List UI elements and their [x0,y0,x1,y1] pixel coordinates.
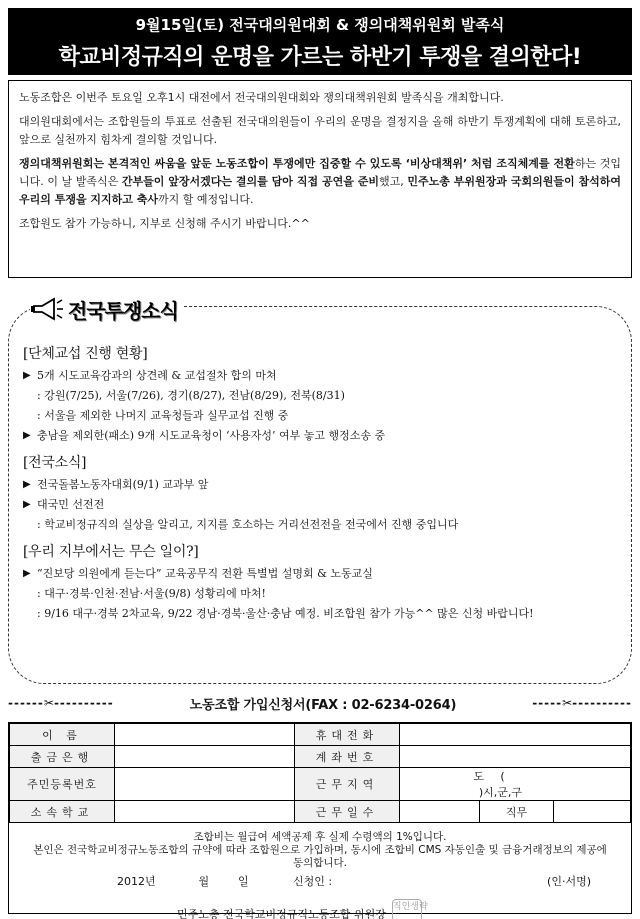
name-field[interactable] [115,724,295,746]
name-label: 이 름 [10,724,115,746]
region-do: 도 [473,770,484,783]
scissors-icon: ✂ [562,696,573,710]
cut-dashes [8,696,114,710]
list-item [23,426,613,446]
list-subitem: : 서울을 제외한 나머지 교육청들과 실무교섭 진행 중 [37,409,289,422]
year-label: 2012년 [117,875,156,888]
month-label: 월 [198,875,210,888]
bullet-icon: ▶ [23,499,31,510]
bullet-icon: ▶ [23,370,31,381]
dash: ------ [8,696,44,710]
list-item-text: 전국돌봄노동자대회(9/1) 교과부 앞 [37,478,209,491]
table-row [10,724,631,746]
bullet-icon: ▶ [23,568,31,579]
school-field[interactable] [115,801,295,823]
date-line [9,870,631,889]
work-region-label: 근무지역 [295,768,400,801]
phone-label: 휴대전화 [295,724,400,746]
page-header [8,8,632,75]
intro-text-2: 했고, [379,175,408,188]
list-item-text: “진보당 의원에게 듣는다” 교육공무직 전환 특별법 설명회 & 노동교실 [37,567,373,580]
intro-paragraph-2: 대의원대회에서는 조합원들의 투표로 선출된 전국대의원들이 우리의 운명을 결정지을 올해 하반기 투쟁계획에 대해 토론하고, 앞으로 실천까지 힘차게 결의할 것입니다. [19,115,621,146]
form-title: 노동조합 가입신청서(FAX : 02-6234-0264) [189,697,457,713]
header-event-line: 9월15일(토) 전국대의원대회 & 쟁의대책위원회 발족식 [135,16,505,34]
consent-notice: 본인은 전국학교비정규노동조합의 규약에 따라 조합원으로 가입하며, 동시에 조합비 CMS 자동인출 및 금융거래정보의 제공에 동의합니다. [33,844,607,869]
news-box [8,306,632,684]
day-label: 일 [237,875,249,888]
list-subitem: : 학교비정규직의 실상을 알리고, 지지를 호소하는 거리선전전을 전국에서 진행 중입니다 [37,518,459,531]
intro-bold-1: 쟁의대책위원회는 본격적인 싸움을 앞둔 노동조합이 투쟁에만 집중할 수 있도록 ‘비상대책위’ 처럼 조직체계를 전환 [19,157,575,170]
section-title: [우리 지부에서는 무슨 일이?] [23,544,199,560]
addressee-line [9,889,631,919]
intro-box [8,80,632,278]
list-subitem: : 대구·경북·인천·전남·서울(9/8) 성황리에 마쳐! [37,587,266,600]
date-field[interactable] [117,873,332,889]
section-branch-news [23,541,613,624]
header-headline: 학교비정규직의 운명을 가르는 하반기 투쟁을 결의한다! [58,45,582,70]
list-item-text: 충남을 제외한(패소) 9개 시도교육청이 ‘사용자성’ 여부 놓고 행정소송 중 [37,429,386,442]
job-label: 직무 [480,801,554,823]
bank-field[interactable] [115,746,295,768]
resident-number-field[interactable] [115,768,295,801]
intro-text-3: 까지 할 예정입니다. [158,193,254,206]
form-table [9,723,631,823]
banner-title: 전국투쟁소식 [68,298,178,323]
account-label: 계좌번호 [295,746,400,768]
intro-text-1: 하는 것입니다. 이 날 발족식은 [19,157,621,188]
list-item [23,564,613,584]
bullet-icon: ▶ [23,479,31,490]
stamp-omitted: 직인생략 [392,899,422,919]
membership-form [8,722,632,919]
intro-paragraph-4: 조합원도 참가 가능하니, 지부로 신청해 주시기 바랍니다.^^ [19,217,310,230]
list-item-text: 대국민 선전전 [37,498,105,511]
section-title: [단체교섭 진행 현황] [23,346,148,362]
job-field[interactable] [554,801,631,823]
scissors-icon: ✂ [43,696,54,710]
bank-label: 출금은행 [10,746,115,768]
resident-number-label: 주민등록번호 [10,768,115,801]
school-label: 소속학교 [10,801,115,823]
dash: ---------- [572,696,632,710]
region-paren: ( [500,770,505,783]
account-field[interactable] [400,746,631,768]
cut-dashes [532,696,632,710]
table-row [10,746,631,768]
section-title: [전국소식] [23,455,87,471]
bullet-icon: ▶ [23,430,31,441]
phone-field[interactable] [400,724,631,746]
dash: ---------- [53,696,114,710]
megaphone-icon [30,297,64,321]
list-item-text: 5개 시도교육감과의 상견례 & 교섭절차 합의 마쳐 [37,369,277,382]
addressee: 민주노총 전국학교비정규직노동조합 위원장 [177,908,386,919]
list-item [23,366,613,386]
work-days-field[interactable] [400,801,480,823]
list-item [23,495,613,515]
table-row [10,801,631,823]
dues-notice: 조합비는 월급여 세액공제 후 실제 수령액의 1%입니다. [193,831,447,843]
list-subitem: : 강원(7/25), 서울(7/26), 경기(8/27), 전남(8/29), 전북(8/31) [37,389,345,402]
seal-field[interactable]: (인·서명) [547,875,591,888]
work-days-label: 근무일수 [295,801,400,823]
section-national-news [23,452,613,535]
cut-line [8,692,632,714]
work-region-field[interactable] [400,768,631,801]
list-subitem: : 9/16 대구·경북 2차교육, 9/22 경남·경북·울산·충남 예정. 비조합원 참가 가능^^ 많은 신청 바랍니다! [37,607,534,620]
intro-paragraph-3 [19,155,621,209]
intro-bold-2: 간부들이 앞장서겠다는 결의를 담아 직접 공연을 준비 [121,175,380,188]
intro-paragraph-1: 노동조합은 이번주 토요일 오후1시 대전에서 전국대의원대회와 쟁의대책위원회 발족식을 개최합니다. [19,91,504,104]
region-suffix: )시,군,구 [478,786,522,799]
dash: ----- [532,696,563,710]
intro-bold-3: 민주노총 부위원장과 국회의원들이 참석하여 우리의 투쟁을 지지하고 축사 [19,175,621,206]
form-notice [9,823,631,870]
news-banner [30,292,184,326]
table-row [10,768,631,801]
applicant-label: 신청인 : [293,875,333,888]
list-item [23,475,613,495]
section-bargaining [23,343,613,446]
